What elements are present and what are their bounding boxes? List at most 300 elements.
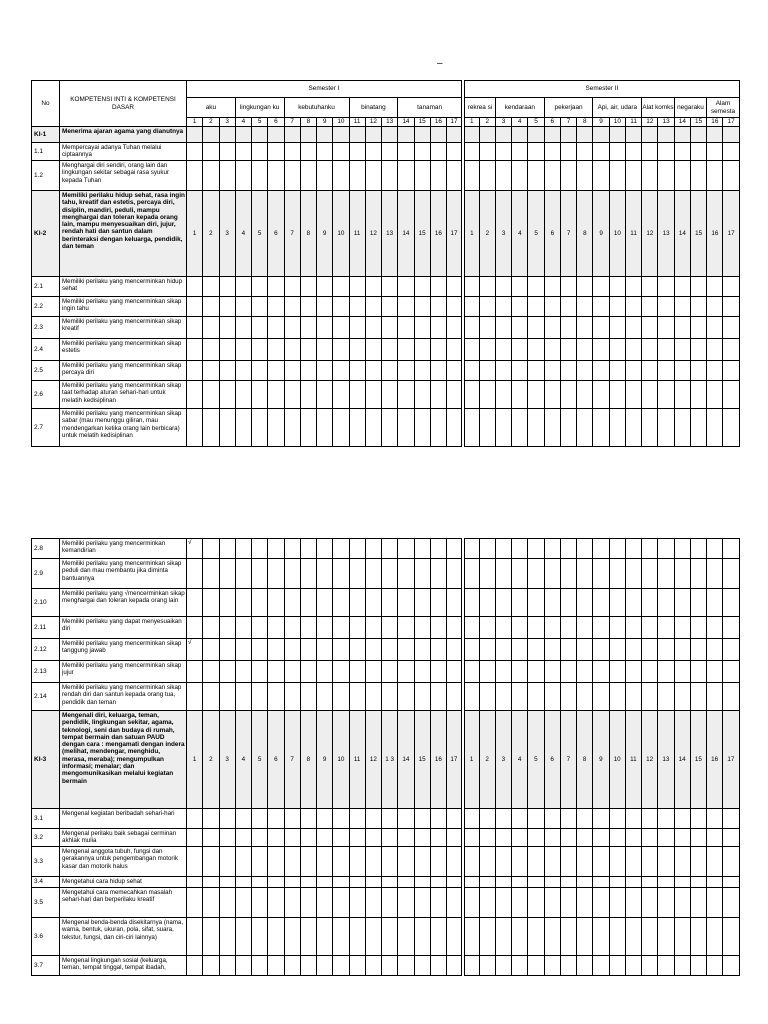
semester-1-cell <box>235 297 251 317</box>
semester-1-cell <box>447 877 463 888</box>
competency-number: 3.7 <box>32 956 60 976</box>
competency-description: Menerima ajaran agama yang dianutnya <box>60 127 187 143</box>
semester-1-cell <box>349 161 365 191</box>
semester-1-cell <box>268 956 284 976</box>
semester-2-cell <box>577 339 593 361</box>
semester-2-cell <box>723 918 739 956</box>
semester-1-cell: 8 <box>300 191 316 277</box>
semester-1-cell <box>268 683 284 711</box>
semester-2-cell <box>528 956 544 976</box>
semester-1-cell <box>219 918 235 956</box>
semester-2-cell <box>495 161 511 191</box>
semester-2-cell <box>560 317 576 339</box>
semester-1-cell <box>365 317 381 339</box>
semester-1-cell: 11 <box>349 191 365 277</box>
semester-1-cell <box>333 877 349 888</box>
competency-number: 2.9 <box>32 559 60 589</box>
semester-1-cell <box>447 589 463 617</box>
semester-1-cell <box>398 297 414 317</box>
competency-number: 2.6 <box>32 381 60 409</box>
semester-2-cell <box>625 617 641 639</box>
semester-2-cell <box>560 918 576 956</box>
semester-2-cell <box>658 409 674 447</box>
basic-competency-row <box>32 317 740 339</box>
competency-description: Menghargai diri sendiri, orang lain dan lingkungan sekitar sebagai rasa syukur kepada Tuhan <box>60 161 187 191</box>
semester-1-cell <box>219 297 235 317</box>
semester-1-cell <box>414 639 430 661</box>
semester-2-cell <box>690 143 706 161</box>
semester-1-cell <box>398 829 414 847</box>
competency-description: Memiliki perilaku yang mencerminkan sikap jujur <box>60 661 187 683</box>
semester-2-cell <box>560 639 576 661</box>
competency-table-1 <box>31 80 740 447</box>
semester-2-cell <box>642 847 658 877</box>
semester-1-cell <box>235 956 251 976</box>
semester-2-cell <box>658 161 674 191</box>
week-number: 6 <box>268 118 284 127</box>
semester-1-cell <box>349 143 365 161</box>
semester-2-cell <box>723 661 739 683</box>
semester-1-cell <box>382 339 398 361</box>
semester-1-cell <box>414 683 430 711</box>
semester-2-cell <box>577 127 593 143</box>
semester-2-cell: 12 <box>642 711 658 809</box>
semester-2-cell <box>707 161 723 191</box>
semester-1-cell <box>349 877 365 888</box>
semester-2-cell <box>544 277 560 297</box>
semester-2-cell <box>625 161 641 191</box>
semester-1-cell <box>414 339 430 361</box>
semester-1-cell <box>447 683 463 711</box>
semester-1-cell <box>430 317 446 339</box>
semester-2-cell <box>690 409 706 447</box>
semester-1-cell <box>235 847 251 877</box>
semester-1-cell <box>447 847 463 877</box>
semester-2-cell <box>512 143 528 161</box>
semester-2-cell <box>674 339 690 361</box>
competency-description: Mengenal anggota tubuh, fungsi dan gerakannya untuk pengembangan motorik kasar dan motorik halus <box>60 847 187 877</box>
semester-2-cell <box>577 877 593 888</box>
semester-1-cell: 9 <box>317 711 333 809</box>
semester-2-cell <box>674 297 690 317</box>
semester-2-cell <box>723 339 739 361</box>
semester-2-cell <box>674 127 690 143</box>
semester-2-cell <box>577 809 593 829</box>
semester-1-cell <box>235 639 251 661</box>
basic-competency-row <box>32 877 740 888</box>
semester-1-cell <box>430 847 446 877</box>
semester-1-cell <box>268 661 284 683</box>
semester-1-cell <box>365 809 381 829</box>
competency-description: Memiliki perilaku yang mencerminkan sikap kreatif <box>60 317 187 339</box>
semester-2-cell <box>479 161 495 191</box>
semester-1-cell <box>317 661 333 683</box>
competency-description: Mempercayai adanya Tuhan melalui ciptaannya <box>60 143 187 161</box>
semester-1-cell <box>317 809 333 829</box>
semester-1-cell <box>235 409 251 447</box>
semester-2-cell <box>658 127 674 143</box>
semester-2-cell <box>495 877 511 888</box>
semester-1-cell <box>430 639 446 661</box>
semester-1-cell <box>447 539 463 559</box>
semester-2-cell <box>577 589 593 617</box>
semester-1-cell <box>268 277 284 297</box>
semester-1-cell <box>284 829 300 847</box>
semester-1-cell: 5 <box>252 711 268 809</box>
semester-2-cell <box>658 617 674 639</box>
semester-2-cell <box>479 381 495 409</box>
semester-1-cell <box>300 143 316 161</box>
semester-1-cell <box>219 559 235 589</box>
semester-1-cell <box>430 661 446 683</box>
semester-1-cell <box>300 809 316 829</box>
semester-2-cell <box>642 127 658 143</box>
semester-1-cell <box>382 297 398 317</box>
semester-2-cell <box>495 361 511 381</box>
semester-2-cell <box>512 539 528 559</box>
basic-competency-row <box>32 888 740 918</box>
semester-2-cell <box>495 829 511 847</box>
competency-description: Memiliki perilaku yang dapat menyesuaikan diri <box>60 617 187 639</box>
semester-2-cell <box>528 683 544 711</box>
semester-1-cell <box>268 143 284 161</box>
semester-1-cell <box>268 809 284 829</box>
semester-1-cell: 14 <box>398 711 414 809</box>
semester-1-cell <box>235 143 251 161</box>
semester-1-cell <box>300 127 316 143</box>
semester-2-cell <box>658 317 674 339</box>
semester-2-cell <box>642 956 658 976</box>
semester-1-cell <box>203 589 219 617</box>
semester-2-cell <box>690 161 706 191</box>
semester-1-cell <box>284 277 300 297</box>
semester-2-cell <box>609 888 625 918</box>
semester-2-cell <box>544 589 560 617</box>
semester-1-cell <box>219 661 235 683</box>
semester-2-cell <box>495 809 511 829</box>
semester-1-cell: 6 <box>268 711 284 809</box>
semester-1-cell <box>203 918 219 956</box>
semester-1-cell <box>317 847 333 877</box>
semester-2-cell <box>528 339 544 361</box>
theme-header: rekrea si <box>463 98 496 118</box>
semester-1-cell <box>382 381 398 409</box>
semester-2-cell <box>690 888 706 918</box>
theme-header: pekerjaan <box>544 98 593 118</box>
semester-1-cell <box>300 589 316 617</box>
semester-1-cell: 4 <box>235 711 251 809</box>
semester-2-cell <box>463 297 479 317</box>
semester-2-cell <box>707 589 723 617</box>
semester-2-cell <box>544 297 560 317</box>
semester-2-cell: 12 <box>642 191 658 277</box>
semester-1-cell <box>252 559 268 589</box>
semester-1-cell <box>187 589 203 617</box>
semester-2-cell <box>707 539 723 559</box>
week-number: 16 <box>707 118 723 127</box>
basic-competency-row <box>32 956 740 976</box>
semester-1-cell <box>430 809 446 829</box>
semester-1-cell: 7 <box>284 191 300 277</box>
semester-2-cell <box>609 639 625 661</box>
semester-2-cell <box>512 956 528 976</box>
semester-1-cell <box>414 847 430 877</box>
week-number: 10 <box>609 118 625 127</box>
semester-2-cell <box>707 617 723 639</box>
semester-2-cell <box>609 683 625 711</box>
semester-2-cell <box>512 809 528 829</box>
semester-1-cell <box>349 127 365 143</box>
theme-header: binatang <box>349 98 398 118</box>
semester-2-cell <box>642 829 658 847</box>
basic-competency-row <box>32 539 740 559</box>
semester-1-cell <box>382 918 398 956</box>
semester-1-cell: √ <box>187 539 203 559</box>
semester-2-cell <box>544 127 560 143</box>
competency-description: Mengenali diri, keluarga, teman, pendidik, lingkungan sekitar, agama, teknologi, seni dan budaya di rumah, tempat bermain dan satuan PAUD dengan cara : mengamati dengan indera (melihat, mendengar, menghidu, merasa, meraba); mengumpulkan informasi; menalar; dan mengomunikasikan melalui kegiatan bermain <box>60 711 187 809</box>
semester-1-cell <box>414 888 430 918</box>
semester-2-cell <box>609 161 625 191</box>
semester-1-cell <box>219 339 235 361</box>
semester-1-cell <box>235 888 251 918</box>
semester-2-cell <box>642 381 658 409</box>
basic-competency-row <box>32 617 740 639</box>
semester-2-cell <box>625 683 641 711</box>
semester-1-cell <box>333 809 349 829</box>
competency-number: 2.4 <box>32 339 60 361</box>
semester-1-cell <box>349 639 365 661</box>
semester-2-cell <box>577 409 593 447</box>
semester-2-cell <box>577 559 593 589</box>
semester-1-cell <box>414 918 430 956</box>
semester-1-cell <box>252 277 268 297</box>
semester-1-cell <box>252 409 268 447</box>
semester-2-cell <box>512 127 528 143</box>
semester-1-cell <box>187 361 203 381</box>
semester-1-cell <box>317 956 333 976</box>
week-number: 15 <box>414 118 430 127</box>
semester-1-cell <box>284 888 300 918</box>
competency-number: 2.10 <box>32 589 60 617</box>
semester-2-cell <box>642 639 658 661</box>
semester-2-cell <box>528 918 544 956</box>
semester-2-cell <box>495 317 511 339</box>
semester-1-cell <box>317 683 333 711</box>
semester-1-cell <box>414 589 430 617</box>
semester-1-cell <box>398 918 414 956</box>
semester-2-cell <box>674 409 690 447</box>
semester-2-cell <box>593 809 609 829</box>
semester-1-cell <box>187 661 203 683</box>
semester-2-cell <box>690 639 706 661</box>
semester-1-cell: 11 <box>349 711 365 809</box>
semester-2-cell <box>479 409 495 447</box>
competency-number: KI-1 <box>32 127 60 143</box>
semester-1-cell: 16 <box>430 711 446 809</box>
semester-2-cell <box>528 809 544 829</box>
semester-2-cell <box>690 877 706 888</box>
semester-2-cell: 14 <box>674 191 690 277</box>
semester-2-cell <box>625 297 641 317</box>
semester-1-cell: √ <box>187 639 203 661</box>
semester-2-cell <box>495 409 511 447</box>
theme-header: Api, air, udara <box>593 98 642 118</box>
semester-2-cell <box>495 639 511 661</box>
semester-2-cell <box>463 559 479 589</box>
competency-number: 2.7 <box>32 409 60 447</box>
week-number: 7 <box>560 118 576 127</box>
semester-2-cell <box>707 956 723 976</box>
semester-2-cell <box>723 361 739 381</box>
semester-1-cell <box>382 559 398 589</box>
basic-competency-row <box>32 809 740 829</box>
semester-1-cell <box>187 829 203 847</box>
semester-2-cell <box>560 277 576 297</box>
competency-number: 3.1 <box>32 809 60 829</box>
semester-2-cell <box>479 297 495 317</box>
semester-1-cell <box>203 847 219 877</box>
semester-1-cell <box>382 956 398 976</box>
semester-2-cell <box>544 829 560 847</box>
semester-2-cell: 9 <box>593 191 609 277</box>
semester-2-cell: 7 <box>560 191 576 277</box>
week-number: 3 <box>495 118 511 127</box>
semester-2-cell <box>528 617 544 639</box>
semester-2-cell <box>528 888 544 918</box>
semester-2-cell <box>609 317 625 339</box>
semester-1-cell <box>219 381 235 409</box>
semester-2-cell <box>723 829 739 847</box>
semester-2-cell <box>674 956 690 976</box>
semester-1-cell <box>252 847 268 877</box>
semester-1-cell <box>349 589 365 617</box>
semester-1-cell <box>349 339 365 361</box>
semester-2-cell <box>544 888 560 918</box>
semester-1-cell <box>300 339 316 361</box>
semester-1-cell <box>365 143 381 161</box>
semester-2-cell <box>674 829 690 847</box>
semester-1-cell <box>300 409 316 447</box>
semester-2-cell <box>463 361 479 381</box>
semester-1-cell <box>219 683 235 711</box>
semester-1-cell <box>300 829 316 847</box>
semester-1-cell <box>447 143 463 161</box>
semester-2-cell: 4 <box>512 711 528 809</box>
semester-1-cell <box>430 888 446 918</box>
semester-1-cell <box>252 809 268 829</box>
semester-1-cell <box>300 661 316 683</box>
semester-1-cell <box>414 277 430 297</box>
semester-1-cell <box>349 277 365 297</box>
semester-2-cell <box>528 127 544 143</box>
semester-1-cell <box>365 361 381 381</box>
semester-2-cell: 5 <box>528 191 544 277</box>
semester-1-cell <box>430 617 446 639</box>
semester-2-cell <box>625 143 641 161</box>
semester-2-cell <box>625 639 641 661</box>
semester-2-cell <box>544 661 560 683</box>
week-number: 17 <box>723 118 739 127</box>
semester-1-cell <box>430 143 446 161</box>
semester-1-cell <box>268 829 284 847</box>
semester-2-cell <box>495 617 511 639</box>
semester-2-cell <box>512 161 528 191</box>
semester-2-cell <box>658 277 674 297</box>
semester-1-cell <box>414 127 430 143</box>
semester-2-cell <box>593 161 609 191</box>
semester-2-cell <box>658 339 674 361</box>
semester-2-cell <box>528 161 544 191</box>
semester-1-cell <box>414 409 430 447</box>
semester-1-cell <box>414 877 430 888</box>
basic-competency-row <box>32 409 740 447</box>
semester-2-cell <box>528 143 544 161</box>
semester-1-cell <box>235 829 251 847</box>
semester-2-cell <box>593 297 609 317</box>
semester-1-cell <box>365 683 381 711</box>
semester-1-cell <box>300 617 316 639</box>
header-kompetensi: KOMPETENSI INTI & KOMPETENSI DASAR <box>60 81 187 127</box>
basic-competency-row <box>32 559 740 589</box>
semester-2-cell <box>528 847 544 877</box>
semester-1-cell <box>252 381 268 409</box>
semester-2-cell: 11 <box>625 191 641 277</box>
semester-1-cell: 9 <box>317 191 333 277</box>
semester-2-cell <box>658 888 674 918</box>
semester-1-cell <box>187 559 203 589</box>
semester-1-cell <box>203 661 219 683</box>
semester-1-cell <box>349 409 365 447</box>
week-number: 2 <box>203 118 219 127</box>
semester-1-cell <box>414 559 430 589</box>
semester-1-cell <box>219 409 235 447</box>
basic-competency-row <box>32 847 740 877</box>
semester-1-cell <box>317 143 333 161</box>
semester-1-cell <box>252 589 268 617</box>
semester-2-cell <box>560 829 576 847</box>
semester-2-cell <box>544 877 560 888</box>
semester-2-cell <box>560 361 576 381</box>
semester-2-cell <box>577 277 593 297</box>
semester-2-cell <box>625 317 641 339</box>
semester-2-cell <box>642 539 658 559</box>
semester-1-cell <box>235 617 251 639</box>
semester-1-cell <box>252 661 268 683</box>
basic-competency-row <box>32 381 740 409</box>
semester-1-cell <box>203 829 219 847</box>
semester-2-cell: 17 <box>723 711 739 809</box>
semester-1-cell: 3 <box>219 191 235 277</box>
semester-1-cell <box>382 809 398 829</box>
semester-2-cell: 13 <box>658 191 674 277</box>
semester-1-cell <box>300 559 316 589</box>
semester-1-cell <box>203 297 219 317</box>
semester-1-cell <box>284 539 300 559</box>
semester-2-cell <box>544 317 560 339</box>
semester-1-cell <box>317 361 333 381</box>
semester-2-cell: 3 <box>495 711 511 809</box>
semester-1-cell <box>382 539 398 559</box>
semester-2-cell <box>560 297 576 317</box>
semester-2-cell <box>658 847 674 877</box>
semester-1-cell <box>268 877 284 888</box>
semester-1-cell <box>317 888 333 918</box>
semester-2-cell <box>495 847 511 877</box>
semester-2-cell <box>642 589 658 617</box>
semester-1-cell <box>349 539 365 559</box>
semester-1-cell <box>414 539 430 559</box>
week-number: 17 <box>447 118 463 127</box>
